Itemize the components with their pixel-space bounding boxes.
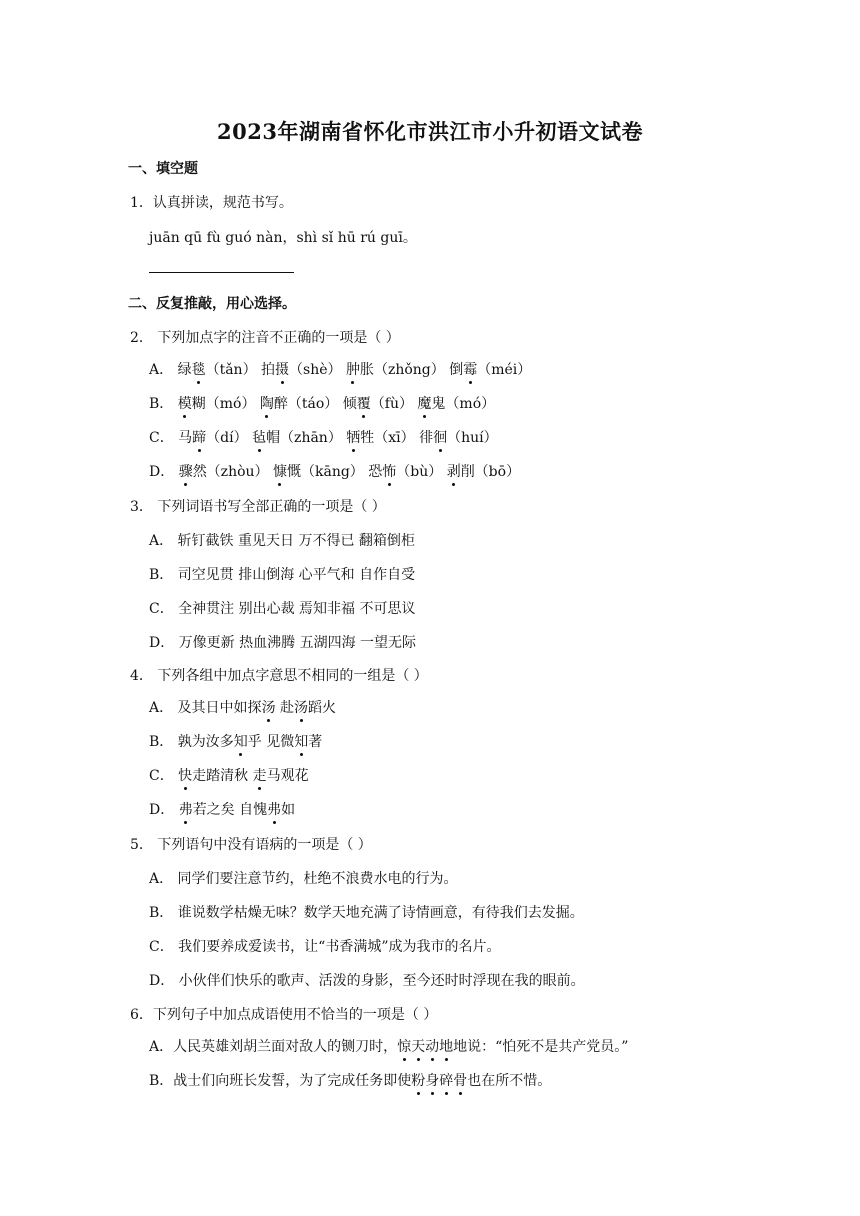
question-2-option-d: D． 骤然（zhòu） 慷慨（kāng） 恐怖（bù） 剥削（bō） (149, 461, 520, 481)
question-6-stem: 6．下列句子中加点成语使用不恰当的一项是（ ） (130, 1007, 438, 1023)
question-3-option-a: A． 斩钉截铁 重见天日 万不得已 翻箱倒柜 (149, 533, 415, 549)
question-5-option-d: D． 小伙伴们快乐的歌声、活泼的身影，至今还时时浮现在我的眼前。 (149, 973, 585, 989)
question-6-option-a: A．人民英雄刘胡兰面对敌人的铡刀时，惊天动地地说：“怕死不是共产党员。” (149, 1036, 628, 1056)
question-3-option-d: D． 万像更新 热血沸腾 五湖四海 一望无际 (149, 635, 417, 651)
question-4-stem: 4． 下列各组中加点字意思不相同的一组是（ ） (130, 668, 428, 684)
question-2-stem: 2． 下列加点字的注音不正确的一项是（ ） (130, 330, 400, 346)
question-6-option-b: B．战士们向班长发誓，为了完成任务即使粉身碎骨也在所不惜。 (149, 1070, 551, 1090)
question-2-option-a: A． 绿毯（tǎn） 拍摄（shè） 肿胀（zhǒng） 倒霉（méi） (149, 359, 531, 379)
section-choice: 二、反复推敲，用心选择。 (128, 296, 296, 312)
section-fill-in: 一、填空题 (128, 161, 198, 177)
exam-title: 2023年湖南省怀化市洪江市小升初语文试卷 (217, 119, 643, 144)
question-5-option-b: B． 谁说数学枯燥无味？数学天地充满了诗情画意，有待我们去发掘。 (149, 905, 584, 921)
question-2-option-b: B． 模糊（mó） 陶醉（táo） 倾覆（fù） 魔鬼（mó） (149, 393, 495, 413)
question-3-option-c: C． 全神贯注 别出心裁 焉知非福 不可思议 (149, 601, 416, 617)
question-4-option-d: D． 弗若之矣 自愧弗如 (149, 799, 295, 819)
question-4-option-c: C． 快走踏清秋 走马观花 (149, 765, 309, 785)
question-5-option-a: A． 同学们要注意节约，杜绝不浪费水电的行为。 (149, 871, 458, 887)
question-5-option-c: C． 我们要养成爱读书，让“书香满城”成为我市的名片。 (149, 939, 501, 955)
question-5-stem: 5． 下列语句中没有语病的一项是（ ） (130, 837, 372, 853)
question-1-stem: 1．认真拼读，规范书写。 (130, 195, 293, 211)
question-2-option-c: C． 马蹄（dí） 毡帽（zhān） 牺牲（xī） 徘徊（huí） (149, 427, 498, 447)
question-3-option-b: B． 司空见贯 排山倒海 心平气和 自作自受 (149, 567, 416, 583)
question-1-pinyin: juān qū fù guó nàn，shì sǐ hū rú guī。 (149, 230, 417, 246)
answer-blank-line (149, 272, 294, 273)
question-4-option-a: A． 及其日中如探汤 赴汤蹈火 (149, 697, 336, 717)
question-4-option-b: B． 孰为汝多知乎 见微知著 (149, 731, 322, 751)
question-3-stem: 3． 下列词语书写全部正确的一项是（ ） (130, 499, 386, 515)
